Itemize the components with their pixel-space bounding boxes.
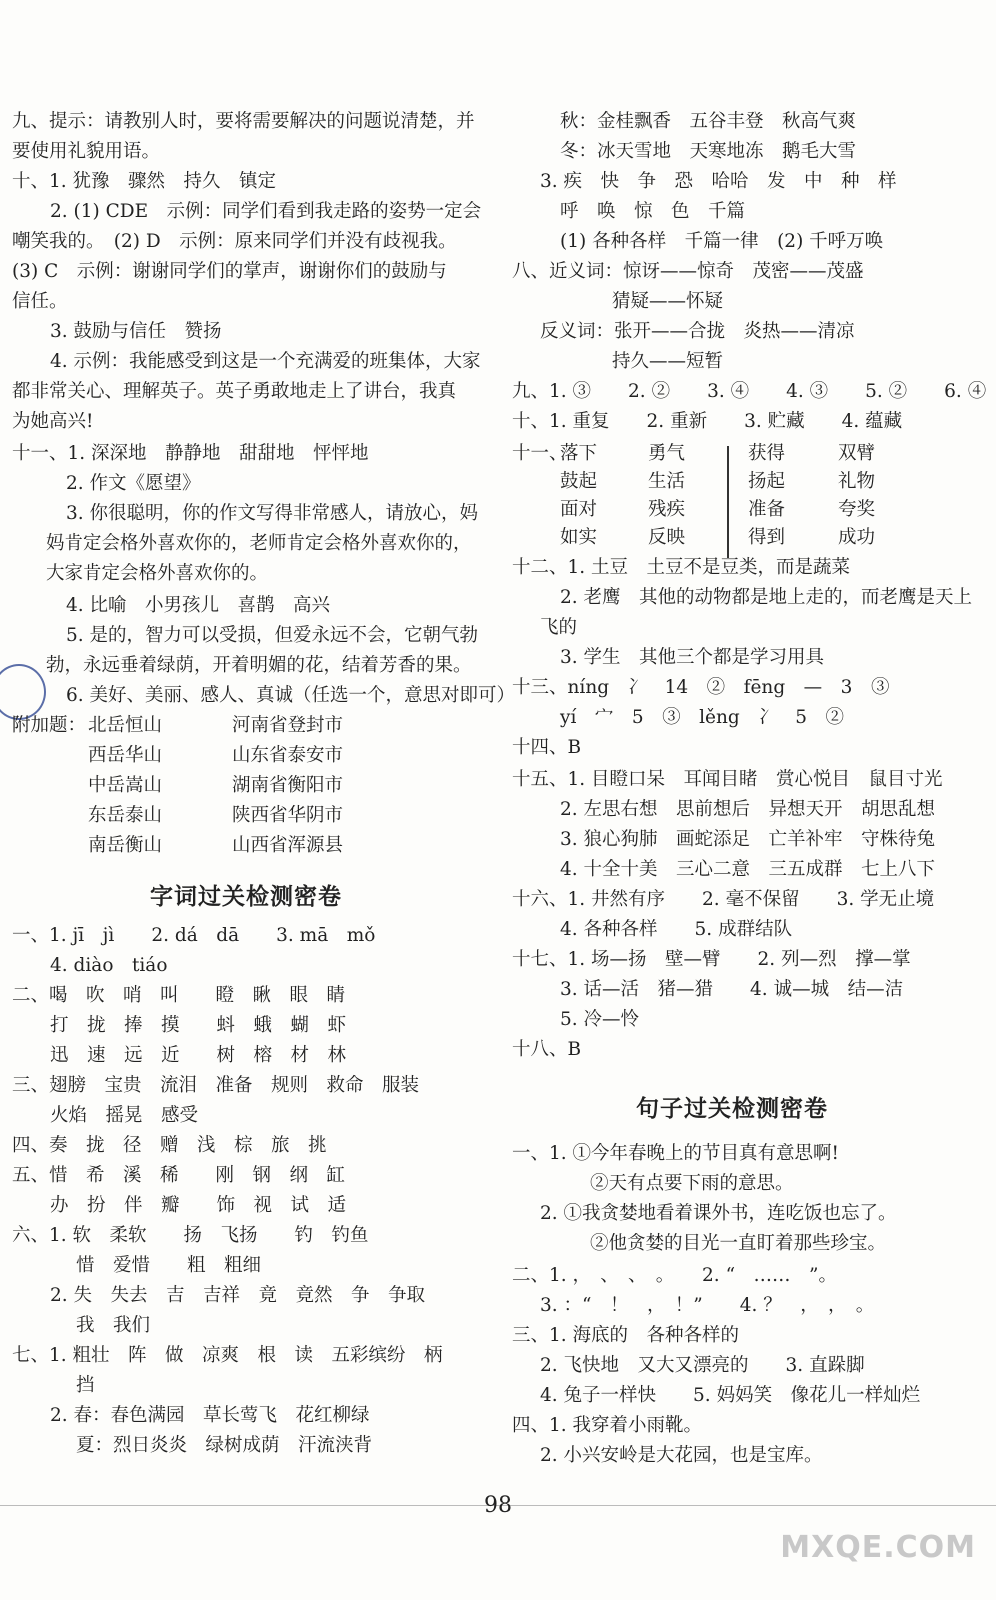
matching-label: 十一、 xyxy=(512,443,568,464)
text-line: 2. 飞快地 又大又漂亮的 3. 直跺脚 xyxy=(540,1355,865,1376)
match-right-item: 生活 xyxy=(648,471,686,492)
text-line: 嘲笑我的。 (2) D 示例：原来同学们并没有歧视我。 xyxy=(12,231,457,252)
text-line: 四、1. 我穿着小雨靴。 xyxy=(512,1415,703,1436)
text-line: 持久——短暂 xyxy=(612,351,724,372)
text-line: 3. 狼心狗肺 画蛇添足 亡羊补牢 守株待兔 xyxy=(560,829,936,850)
text-line: 十七、1. 场—扬 壁—臂 2. 列—烈 撑—掌 xyxy=(512,949,911,970)
match-left-item: 扬起 xyxy=(748,471,786,492)
text-line: 十三、níng 冫 14 ② fēng — 3 ③ xyxy=(512,677,890,698)
text-line: 飞的 xyxy=(540,617,578,638)
text-line: 呼 唤 惊 色 千篇 xyxy=(560,201,746,222)
text-line: 九、提示：请教别人时，要将需要解决的问题说清楚，并 xyxy=(12,111,475,132)
watermark-logo: MXQE.COM xyxy=(780,1530,976,1565)
text-line: 2. 左思右想 思前想后 异想天开 胡思乱想 xyxy=(560,799,936,820)
text-line: 2. ①我贪婪地看着课外书，连吃饭也忘了。 xyxy=(540,1203,897,1224)
text-line: 秋：金桂飘香 五谷丰登 秋高气爽 xyxy=(560,111,857,132)
text-line: 信任。 xyxy=(12,291,68,312)
match-right-item: 成功 xyxy=(838,527,876,548)
text-line: 我 我们 xyxy=(76,1315,151,1336)
text-line: 2. 作文《愿望》 xyxy=(66,473,201,494)
text-line: 大家肯定会格外喜欢你的。 xyxy=(46,563,269,584)
text-line: 5. 冷—怜 xyxy=(560,1009,640,1030)
text-line: 八、近义词：惊讶——惊奇 茂密——茂盛 xyxy=(512,261,864,282)
text-line: 4. 比喻 小男孩儿 喜鹊 高兴 xyxy=(66,595,331,616)
text-line: 十、1. 重复 2. 重新 3. 贮藏 4. 蕴藏 xyxy=(512,411,903,432)
appendix-label: 附加题： xyxy=(12,715,87,736)
text-line: 为她高兴! xyxy=(12,411,94,432)
text-line: 十四、B xyxy=(512,737,582,758)
text-line: 十五、1. 目瞪口呆 耳闻目睹 赏心悦目 鼠目寸光 xyxy=(512,769,943,790)
match-right-item: 礼物 xyxy=(838,471,876,492)
text-line: 4. 十全十美 三心二意 三五成群 七上八下 xyxy=(560,859,936,880)
text-line: 挡 xyxy=(76,1375,95,1396)
text-line: 2. 老鹰 其他的动物都是地上走的，而老鹰是天上 xyxy=(560,587,973,608)
mountain-item: 中岳嵩山 xyxy=(88,775,163,796)
text-line: 3. 鼓励与信任 赞扬 xyxy=(50,321,222,342)
text-line: 2. (1) CDE 示例：同学们看到我走路的姿势一定会 xyxy=(50,201,482,222)
match-right-item: 反映 xyxy=(648,527,686,548)
text-line: 三、1. 海底的 各种各样的 xyxy=(512,1325,740,1346)
text-line: 五、惜 希 溪 稀 刚 钢 纲 缸 xyxy=(12,1165,346,1186)
text-line: 要使用礼貌用语。 xyxy=(12,141,161,162)
text-line: 惜 爱惜 粗 粗细 xyxy=(76,1255,262,1276)
text-line: 猜疑——怀疑 xyxy=(612,291,724,312)
text-line: 4. diào tiáo xyxy=(50,955,168,976)
text-line: 反义词：张开——合拢 炎热——清凉 xyxy=(540,321,855,342)
text-line: yí 宀 5 ③ lěng 冫 5 ② xyxy=(560,707,845,728)
text-line: 冬：冰天雪地 天寒地冻 鹅毛大雪 xyxy=(560,141,857,162)
match-right-item: 残疾 xyxy=(648,499,686,520)
text-line: 3. ：“ ！ ， ！” 4. ？ ， ， 。 xyxy=(540,1295,875,1316)
text-line: 三、翅膀 宝贵 流泪 准备 规则 救命 服装 xyxy=(12,1075,420,1096)
text-line: 四、奏 拢 径 赠 浅 棕 旅 挑 xyxy=(12,1135,327,1156)
text-line: 3. 学生 其他三个都是学习用具 xyxy=(560,647,825,668)
match-left-item: 如实 xyxy=(560,527,598,548)
text-line: 勃，永远垂着绿荫，开着明媚的花，结着芳香的果。 xyxy=(46,655,472,676)
text-line: 十一、1. 深深地 静静地 甜甜地 怦怦地 xyxy=(12,443,369,464)
mountain-item: 西岳华山 xyxy=(88,745,163,766)
text-line: 二、1. ， 、 、 。 2. “ …… ”。 xyxy=(512,1265,837,1286)
text-line: 一、1. jī jì 2. dá dā 3. mā mǒ xyxy=(12,925,376,946)
text-line: 十八、B xyxy=(512,1039,582,1060)
text-line: (3) C 示例：谢谢同学们的掌声，谢谢你们的鼓励与 xyxy=(12,261,447,282)
match-left-item: 获得 xyxy=(748,443,786,464)
section-title-words: 字词过关检测密卷 xyxy=(150,884,342,910)
match-left-item: 准备 xyxy=(748,499,786,520)
location-item: 湖南省衡阳市 xyxy=(232,775,344,796)
text-line: 3. 话—活 猪—猎 4. 诚—城 结—洁 xyxy=(560,979,904,1000)
location-item: 陕西省华阴市 xyxy=(232,805,344,826)
text-line: 夏：烈日炎炎 绿树成荫 汗流浃背 xyxy=(76,1435,373,1456)
text-line: 2. 失 失去 吉 吉祥 竟 竟然 争 争取 xyxy=(50,1285,426,1306)
location-item: 山东省泰安市 xyxy=(232,745,344,766)
text-line: 迅 速 远 近 树 榕 材 林 xyxy=(50,1045,347,1066)
location-item: 河南省登封市 xyxy=(232,715,344,736)
text-line: 4. 示例：我能感受到这是一个充满爱的班集体，大家 xyxy=(50,351,481,372)
text-line: 妈肯定会格外喜欢你的，老师肯定会格外喜欢你的， xyxy=(46,533,472,554)
text-line: ②他贪婪的目光一直盯着那些珍宝。 xyxy=(590,1233,887,1254)
text-line: 一、1. ①今年春晚上的节目真有意思啊! xyxy=(512,1143,839,1164)
text-line: 十六、1. 井然有序 2. 毫不保留 3. 学无止境 xyxy=(512,889,935,910)
text-line: (1) 各种各样 千篇一律 (2) 千呼万唤 xyxy=(560,231,884,252)
text-line: 十二、1. 土豆 土豆不是豆类，而是蔬菜 xyxy=(512,557,851,578)
match-left-item: 落下 xyxy=(560,443,598,464)
mountain-item: 东岳泰山 xyxy=(88,805,163,826)
text-line: 3. 你很聪明，你的作文写得非常感人，请放心，妈 xyxy=(66,503,479,524)
text-line: 4. 兔子一样快 5. 妈妈笑 像花儿一样灿烂 xyxy=(540,1385,921,1406)
text-line: 6. 美好、美丽、感人、真诚（任选一个，意思对即可） xyxy=(66,685,516,706)
page-number: 98 xyxy=(484,1493,512,1518)
word-match-lines xyxy=(0,0,996,600)
location-item: 山西省浑源县 xyxy=(232,835,344,856)
match-right-item: 双臂 xyxy=(838,443,876,464)
text-line: 2. 小兴安岭是大花园，也是宝库。 xyxy=(540,1445,823,1466)
match-right-item: 夸奖 xyxy=(838,499,876,520)
text-line: 4. 各种各样 5. 成群结队 xyxy=(560,919,793,940)
mountain-item: 南岳衡山 xyxy=(88,835,163,856)
text-line: 都非常关心、理解英子。英子勇敢地走上了讲台，我真 xyxy=(12,381,457,402)
text-line: 5. 是的，智力可以受损，但爱永远不会，它朝气勃 xyxy=(66,625,479,646)
text-line: 二、喝 吹 哨 叫 瞪 瞅 眼 睛 xyxy=(12,985,346,1006)
text-line: 火焰 摇晃 感受 xyxy=(50,1105,199,1126)
match-right-item: 勇气 xyxy=(648,443,686,464)
text-line: 九、1. ③ 2. ② 3. ④ 4. ③ 5. ② 6. ④ xyxy=(512,381,987,402)
match-left-item: 鼓起 xyxy=(560,471,598,492)
text-line: 十、1. 犹豫 骤然 持久 镇定 xyxy=(12,171,277,192)
match-left-item: 面对 xyxy=(560,499,598,520)
match-left-item: 得到 xyxy=(748,527,786,548)
text-line: 六、1. 软 柔软 扬 飞扬 钓 钓鱼 xyxy=(12,1225,369,1246)
text-line: 3. 疾 快 争 恐 哈哈 发 中 种 样 xyxy=(540,171,897,192)
section-title-sentences: 句子过关检测密卷 xyxy=(636,1096,828,1122)
text-line: 打 拢 捧 摸 蚪 蛾 蝴 虾 xyxy=(50,1015,347,1036)
text-line: ②天有点要下雨的意思。 xyxy=(590,1173,794,1194)
mountain-item: 北岳恒山 xyxy=(88,715,163,736)
text-line: 办 扮 伴 瓣 饰 视 试 适 xyxy=(50,1195,347,1216)
text-line: 七、1. 粗壮 阵 做 凉爽 根 读 五彩缤纷 柄 xyxy=(12,1345,443,1366)
text-line: 2. 春：春色满园 草长莺飞 花红柳绿 xyxy=(50,1405,370,1426)
